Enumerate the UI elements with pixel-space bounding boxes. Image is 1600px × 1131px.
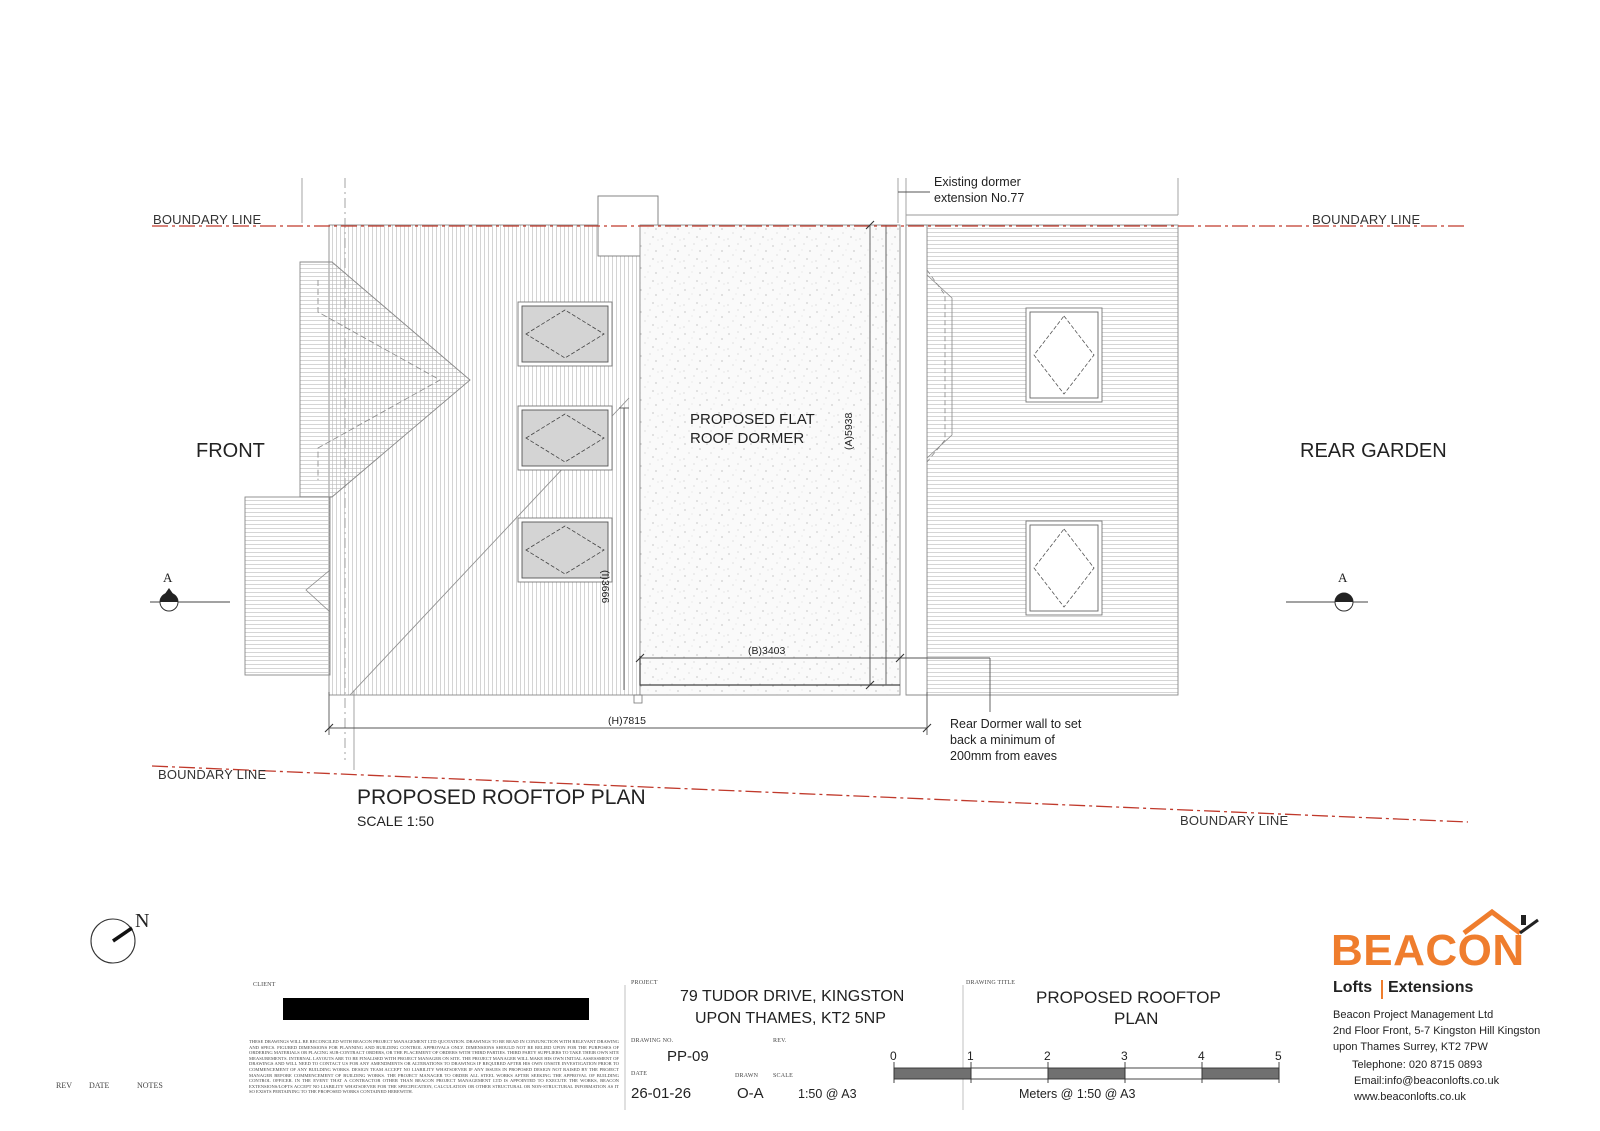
tagline-divider <box>1381 980 1383 999</box>
client-header: CLIENT <box>253 982 276 988</box>
date-column-header: DATE <box>89 1081 110 1090</box>
skylight-glass <box>522 306 608 362</box>
front-label: FRONT <box>196 440 265 462</box>
scale-bar <box>894 1062 1279 1083</box>
north-arrow <box>91 919 135 963</box>
plan-title: PROPOSED ROOFTOP PLAN <box>357 786 646 809</box>
dimension-b: (B)3403 <box>748 645 786 657</box>
rear-garden-label: REAR GARDEN <box>1300 440 1447 462</box>
company-email: Email:info@beaconlofts.co.uk <box>1354 1075 1500 1087</box>
project-line1: 79 TUDOR DRIVE, KINGSTON <box>680 988 905 1005</box>
drawing-title-line1: PROPOSED ROOFTOP <box>1036 988 1221 1007</box>
scale-header: SCALE <box>773 1073 794 1079</box>
scale-bar-label: 1 <box>967 1049 974 1063</box>
tagline-lofts: Lofts <box>1333 979 1373 996</box>
client-redacted <box>283 998 589 1020</box>
porch-roof <box>245 497 330 675</box>
drawing-title-header: DRAWING TITLE <box>966 980 1016 986</box>
company-website: www.beaconlofts.co.uk <box>1354 1091 1466 1103</box>
scale-bar-caption: Meters @ 1:50 @ A3 <box>1019 1087 1136 1101</box>
boundary-label-bottom-right: BOUNDARY LINE <box>1180 813 1289 828</box>
rev-header: REV. <box>773 1038 787 1044</box>
scale-bar-segment <box>894 1068 971 1079</box>
date-header: DATE <box>631 1071 648 1077</box>
company-address-line1: 2nd Floor Front, 5-7 Kingston Hill Kingston <box>1333 1025 1541 1037</box>
company-name: Beacon Project Management Ltd <box>1333 1009 1494 1021</box>
dormer-label-line2: ROOF DORMER <box>690 430 805 447</box>
existing-dormer-note-line1: Existing dormer <box>934 175 1021 189</box>
section-marker-left <box>150 588 230 611</box>
rev-column-header: REV <box>56 1081 72 1090</box>
dimension-i: (I)3666 <box>599 570 611 604</box>
scale-bar-segment <box>1048 1068 1125 1079</box>
scale-bar-segment <box>1202 1068 1279 1079</box>
skylight-glass <box>522 522 608 578</box>
scale-bar-label: 3 <box>1121 1049 1128 1063</box>
existing-dormer-note-line2: extension No.77 <box>934 191 1025 205</box>
scale-bar-segment <box>1125 1068 1202 1079</box>
tagline-extensions: Extensions <box>1388 979 1474 996</box>
company-telephone: Telephone: 020 8715 0893 <box>1352 1059 1483 1071</box>
skylight-glass <box>522 410 608 466</box>
plan-scale: SCALE 1:50 <box>357 813 435 829</box>
dormer-label-line1: PROPOSED FLAT <box>690 411 815 428</box>
skylight-glass <box>1030 525 1098 611</box>
flat-roof-dormer <box>640 225 900 695</box>
drawing-number: PP-09 <box>667 1048 709 1065</box>
project-line2: UPON THAMES, KT2 5NP <box>695 1010 886 1027</box>
rear-dormer-note-line3: 200mm from eaves <box>950 749 1057 763</box>
drawing-no-header: DRAWING NO. <box>631 1038 674 1044</box>
section-marker-right <box>1286 593 1368 611</box>
project-header: PROJECT <box>631 980 658 986</box>
scale-bar-label: 5 <box>1275 1049 1282 1063</box>
disclaimer-text: THESE DRAWINGS WILL BE RECONCILED WITH BEACON PROJECT MANAGEMENT LTD QUOTATION. DRAWINGS TO BE READ IN CONJUNCTION WITH RELEVANT DRAWING AND SPECS. FIGURED DIMENSIONS FOR PLANNING AND BUILDING CONTROL APPROVALS ONLY. DIMENSIONS SHOULD NOT BE RELIED UPON FOR THE PURPOSES OF ORDERING MATERIALS OR PLACING SUB-CONTRACT ORDERS, OR THE PLACEMENT OF ORDERS WITH THIRD PARTIES. THIRD PARTY SUPPLIERS TO TAKE THEIR OWN SITE MEASUREMENTS. INTERNAL LAYOUTS ARE TO BE FINALISED WITH PROJECT MANAGER ON SITE. THE PROJECT MANAGER WILL MAKE HIS OWN INITIAL ASSESSMENT OF DRAWINGS AND WILL NEED TO CONTACT US FOR ANY AMENDMENTS OR ALTERATIONS TO DRAWINGS IF REQUIRED AFTER HIS OWN ONSITE INVESTIGATION PRIOR TO COMMENCEMENT OF ANY BUILDING WORKS. DESIGN TEAM ACCEPT NO LIABILITY WHATSOEVER IF ANY ISSUES IN PROPOSED DESIGN NOT RAISED BY THE PROJECT MANAGER BEFORE COMMENCEMENT OF BUILDING WORKS. THE PROJECT MANAGER TO ORDER ALL STEEL WORKS AFTER SEEKING THE APPROVAL OF BUILDING CONTROL OFFICER. IN THE EVENT THAT A CONTRACTOR OTHER THAN BEACON PROJECT MANAGEMENT LTD IS APPOINTED TO EXECUTE THE WORKS, BEACON EXTENSIONS/LOFTS ACCEPT NO LIABILITY WHATSOEVER FOR THE SPECIFICATION, CALCULATION OR OTHER STRUCTURAL OR NON-STRUCTURAL INFORMATION AS IT SO EXISTS PERTAINING TO THE PROPOSED WORKS CONTAINED HEREWITH. <box>249 1039 619 1095</box>
boundary-label-top-right: BOUNDARY LINE <box>1312 212 1421 227</box>
beacon-logo-text: BEACON <box>1331 926 1525 975</box>
drawn-header: DRAWN <box>735 1073 759 1079</box>
drawn-by: O-A <box>737 1085 764 1102</box>
rear-roof-slope <box>927 225 1178 695</box>
scale-bar-label: 2 <box>1044 1049 1051 1063</box>
boundary-label-top-left: BOUNDARY LINE <box>153 212 262 227</box>
section-label-right: A <box>1338 570 1348 585</box>
rear-dormer-note-line2: back a minimum of <box>950 733 1055 747</box>
rear-dormer-note-line1: Rear Dormer wall to set <box>950 717 1082 731</box>
notes-column-header: NOTES <box>137 1081 163 1090</box>
dimension-h: (H)7815 <box>608 715 646 727</box>
boundary-label-bottom-left: BOUNDARY LINE <box>158 767 267 782</box>
north-label: N <box>135 910 150 932</box>
scale-bar-label: 0 <box>890 1049 897 1063</box>
drawing-title-line2: PLAN <box>1114 1009 1159 1028</box>
skylight-glass <box>1030 312 1098 398</box>
scale-bar-label: 4 <box>1198 1049 1205 1063</box>
dimension-a: (A)5938 <box>843 412 855 450</box>
company-address-line2: upon Thames Surrey, KT2 7PW <box>1333 1041 1488 1053</box>
drawing-scale: 1:50 @ A3 <box>798 1087 857 1101</box>
section-label-left: A <box>163 570 173 585</box>
left-skylights <box>518 302 612 582</box>
drawing-date: 26-01-26 <box>631 1085 692 1102</box>
scale-bar-segment <box>971 1068 1048 1079</box>
